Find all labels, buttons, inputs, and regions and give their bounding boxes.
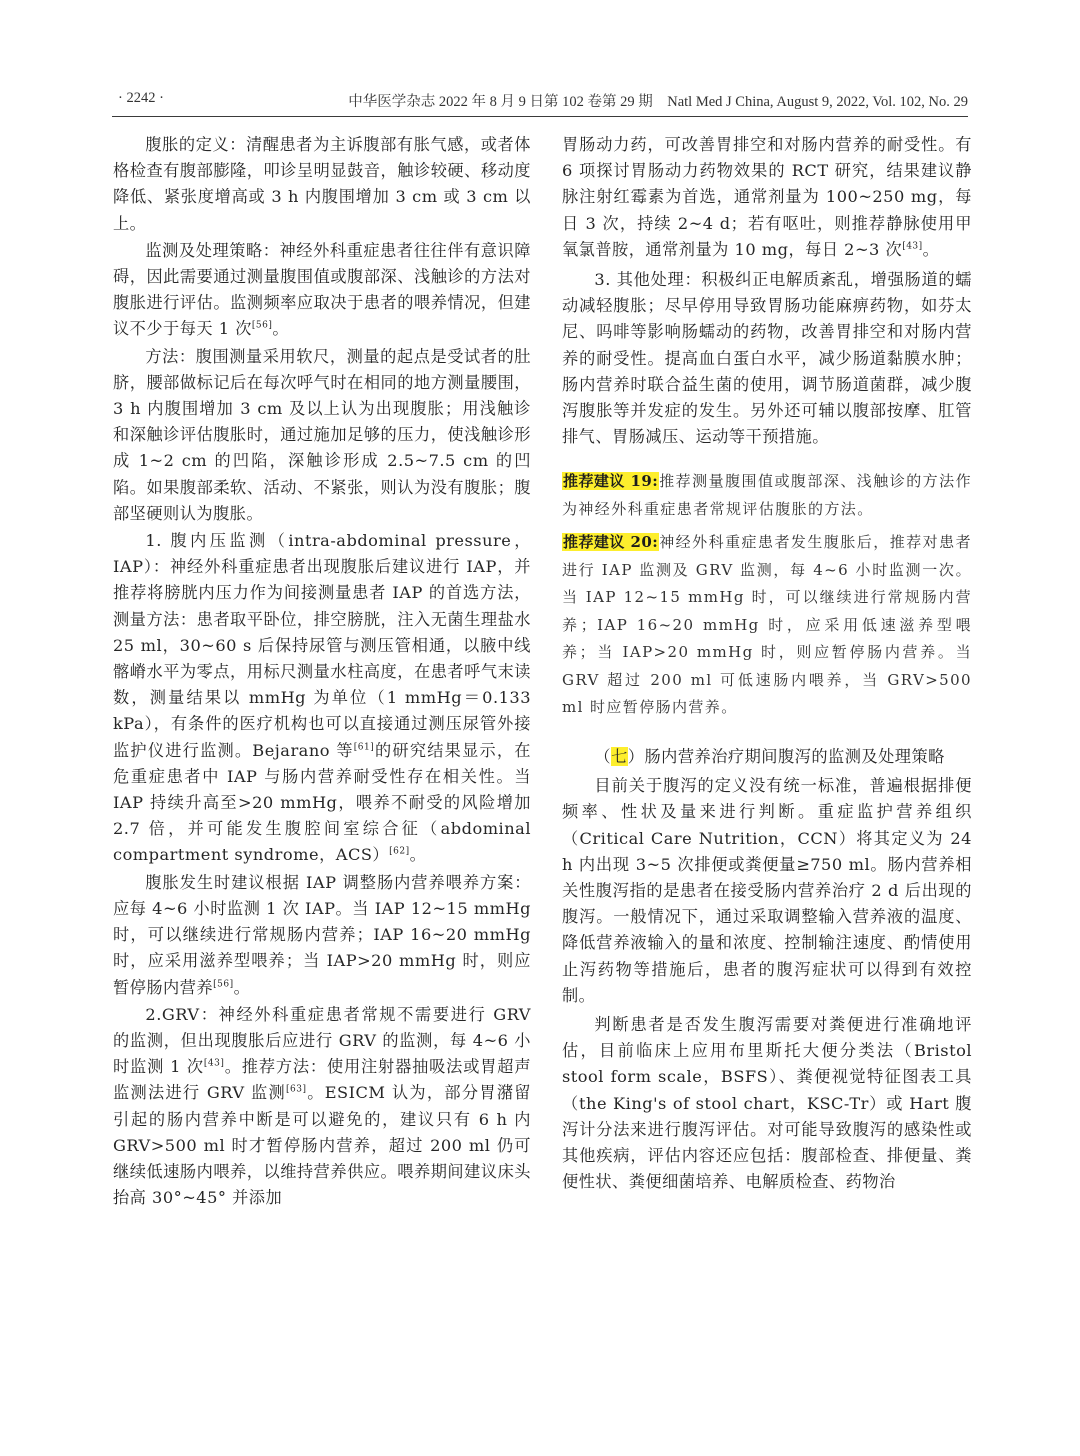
citation-ref: [62] <box>389 847 410 858</box>
citation-ref: [43] <box>902 241 923 252</box>
section-heading <box>562 744 972 770</box>
left-column <box>113 132 531 1212</box>
recommendation-text: 推荐测量腹围值或腹部深、浅触诊的方法作为神经外科重症患者常规评估腹胀的方法。 <box>562 472 972 518</box>
paragraph-text: 监测及处理策略：神经外科重症患者往往伴有意识障碍，因此需要通过测量腹围值或腹部深、浅触诊的方法对腹胀进行评估。监测频率应取决于患者的喂养情况，但建议不少于每天 1 次 <box>113 240 531 339</box>
right-column <box>562 132 972 1195</box>
paragraph <box>113 344 531 527</box>
paragraph-text: 。 <box>233 977 251 997</box>
paragraph-text: 3. 其他处理：积极纠正电解质紊乱，增强肠道的蠕动减轻腹胀；尽早停用导致胃肠功能麻痹药物，如芬太尼、吗啡等影响肠蠕动的药物，改善胃排空和对肠内营养的耐受性。提高血白蛋白水平，减少肠道黏膜水肿；肠内营养时联合益生菌的使用，调节肠道菌群，减少腹泻腹胀等并发症的发生。另外还可辅以腹部按摩、肛管排气、胃肠减压、运动等干预措施。 <box>562 270 972 447</box>
paragraph <box>113 870 531 1001</box>
paragraph <box>113 528 531 869</box>
recommendation-20 <box>562 529 972 722</box>
journal-citation: 中华医学杂志 2022 年 8 月 9 日第 102 卷第 29 期 Natl Med J China, August 9, 2022, Vol. 102, No. 29 <box>348 94 968 110</box>
recommendation-label: 推荐建议 19: <box>563 472 659 491</box>
paragraph-text: 1. 腹内压监测（intra-abdominal pressure，IAP）：神经外科重症患者出现腹胀后建议进行 IAP，并推荐将膀胱内压力作为间接测量患者 IAP 的首选方法，测量方法：患者取平卧位，排空膀胱，注入无菌生理盐水 25 ml，30~60 s 后保持尿管与测压管相通，以腋中线髂嵴水平为零点，用标尺测量水柱高度，在患者呼气末读数，测量结果以 mmHg 为单位（1 mmHg＝0.133 kPa），有条件的医疗机构也可以直接通过测压尿管外接监护仪进行监测。Bejarano 等 <box>113 531 531 760</box>
paragraph <box>113 1002 531 1212</box>
paragraph-text: 判断患者是否发生腹泻需要对粪便进行准确地评估，目前临床上应用布里斯托大便分类法（Bristol stool form scale，BSFS）、粪便视觉特征图表工具（the King's of stool chart，KSC-Tr）或 Hart 腹泻计分法来进行腹泻评估。对可能导致腹泻的感染性或其他疾病，评估内容还应包括：腹部检查、排便量、粪便性状、粪便细菌培养、电解质检查、药物治 <box>562 1014 972 1192</box>
paragraph <box>113 238 531 343</box>
paragraph-text: 的研究结果显示，在危重症患者中 IAP 与肠内营养耐受性存在相关性。当 IAP 持续升高至>20 mmHg，喂养不耐受的风险增加 2.7 倍，并可能发生腹腔间室综合征（abdominal compartment syndrome，ACS） <box>113 740 531 865</box>
paragraph <box>113 132 531 237</box>
page-number: · 2242 · <box>118 90 164 106</box>
recommendation-text: 神经外科重症患者发生腹胀后，推荐对患者进行 IAP 监测及 GRV 监测，每 4~6 小时监测一次。当 IAP 12~15 mmHg 时，可以继续进行常规肠内营养；IAP 16~20 mmHg 时，应采用低速滋养型喂养；当 IAP>20 mmHg 时，则应暂停肠内营养。当 GRV 超过 200 ml 可低速肠内喂养，当 GRV>500 ml 时应暂停肠内营养。 <box>562 533 972 717</box>
paragraph <box>562 1012 972 1195</box>
citation-ref: [63] <box>285 1084 307 1095</box>
paragraph-text: 腹胀发生时建议根据 IAP 调整肠内营养喂养方案：应每 4~6 小时监测 1 次 IAP。当 IAP 12~15 mmHg 时，可以继续进行常规肠内营养；IAP 16~20 mmHg 时，应采用滋养型喂养；当 IAP>20 mmHg 时，则应暂停肠内营养 <box>113 872 531 997</box>
paragraph-text: 。 <box>272 319 290 339</box>
paragraph <box>562 267 972 450</box>
recommendation-19 <box>562 468 972 523</box>
paragraph-text: 胃肠动力药，可改善胃排空和对肠内营养的耐受性。有 6 项探讨胃肠动力药物效果的 RCT 研究，结果建议静脉注射红霉素为首选，通常剂量为 100~250 mg，每日 3 次，持续 2~4 d；若有呕吐，则推荐静脉使用甲氧氯普胺，通常剂量为 10 mg，每日 2~3 次 <box>562 135 972 259</box>
paragraph-text: 。推荐方法：使用注射器抽吸法或胃超声监测法进行 GRV 监测 <box>113 1057 532 1103</box>
paragraph-text: 。 <box>409 845 427 865</box>
paragraph-text: 。 <box>922 239 940 259</box>
running-header <box>112 90 968 117</box>
citation-ref: [43] <box>203 1058 225 1069</box>
citation-ref: [56] <box>213 979 234 990</box>
paragraph-text: 。ESICM 认为，部分胃潴留引起的肠内营养中断是可以避免的，建议只有 6 h 内 GRV>500 ml 时才暂停肠内营养，超过 200 ml 仍可继续低速肠内喂养，以维持营养供应。喂养期间建议床头抬高 30°~45° 并添加 <box>113 1083 531 1208</box>
paragraph <box>562 773 972 1009</box>
heading-text: （ <box>594 746 612 766</box>
paragraph-text: 2.GRV：神经外科重症患者常规不需要进行 GRV 的监测，但出现腹胀后应进行 GRV 的监测，每 4~6 小时监测 1 次 <box>113 1004 531 1077</box>
paragraph <box>562 132 972 263</box>
citation-ref: [56] <box>251 321 273 332</box>
paragraph-text: 腹胀的定义：清醒患者为主诉腹部有胀气感，或者体格检查有腹部膨隆，叩诊呈明显鼓音，触诊较硬、移动度降低、紧张度增高或 3 h 内腹围增加 3 cm 或 3 cm 以上。 <box>113 135 531 233</box>
section-number: 七 <box>611 746 628 766</box>
recommendation-label: 推荐建议 20: <box>563 533 659 552</box>
paragraph-text: 目前关于腹泻的定义没有统一标准，普遍根据排便频率、性状及量来进行判断。重症监护营养组织（Critical Care Nutrition，CCN）将其定义为 24 h 内出现 3~5 次排便或粪便量≥750 ml。肠内营养相关性腹泻指的是患者在接受肠内营养治疗 2 d 后出现的腹泻。一般情况下，通过采取调整输入营养液的温度、降低营养液输入的量和浓度、控制输注速度、酌情使用止泻药物等措施后，患者的腹泻症状可以得到有效控制。 <box>562 776 972 1005</box>
paragraph-text: 方法：腹围测量采用软尺，测量的起点是受试者的肚脐，腰部做标记后在每次呼气时在相同的地方测量腰围，3 h 内腹围增加 3 cm 及以上认为出现腹胀；用浅触诊和深触诊评估腹胀时，通过施加足够的压力，使浅触诊形成 1~2 cm 的凹陷，深触诊形成 2.5~7.5 cm 的凹陷。如果腹部柔软、活动、不紧张，则认为没有腹胀；腹部坚硬则认为腹胀。 <box>113 346 531 523</box>
citation-ref: [61] <box>353 742 375 753</box>
heading-text: ）肠内营养治疗期间腹泻的监测及处理策略 <box>627 746 945 766</box>
